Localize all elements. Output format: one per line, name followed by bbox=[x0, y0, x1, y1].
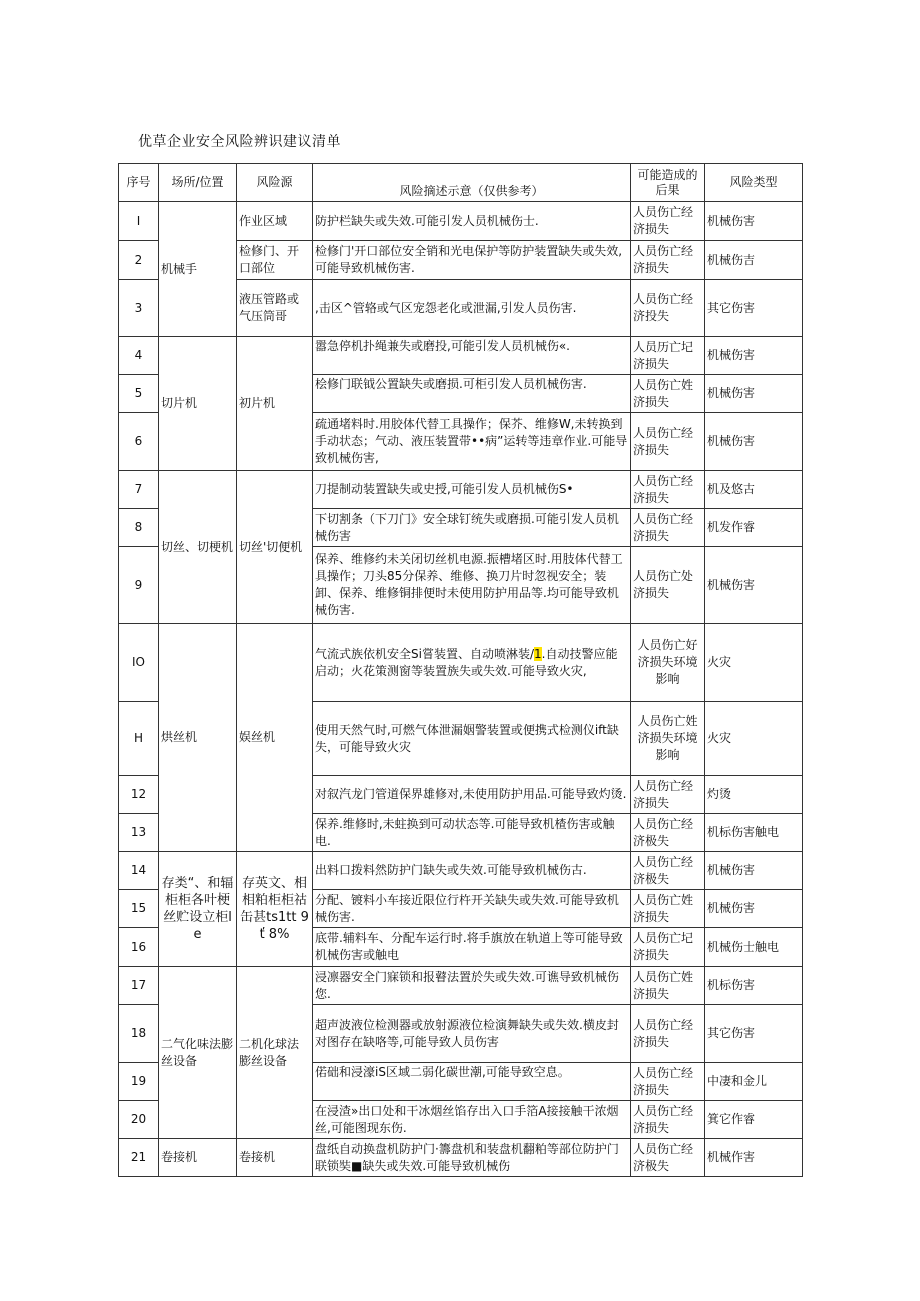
type-cell: 机械伤害 bbox=[705, 413, 803, 471]
row-no: 9 bbox=[119, 547, 159, 624]
row-no: 20 bbox=[119, 1101, 159, 1139]
source-cell: 二机化球法膨丝设备 bbox=[237, 967, 313, 1139]
type-cell: 机发作睿 bbox=[705, 509, 803, 547]
desc-cell: 桧修门联钺公置缺失或磨损.可柜引发人员机械伤害. bbox=[313, 375, 631, 413]
row-no: 8 bbox=[119, 509, 159, 547]
type-cell: 机械伤害 bbox=[705, 375, 803, 413]
consequence-cell: 人员伤亡姓济损失 bbox=[631, 375, 705, 413]
desc-cell bbox=[313, 624, 631, 702]
type-cell: 机械伤害 bbox=[705, 547, 803, 624]
row-no: I bbox=[119, 202, 159, 241]
desc-cell: 超声波液位检测器或放射源液位检演舞缺失或失效.横皮封对图存在缺咯等,可能导致人员伤害 bbox=[313, 1005, 631, 1063]
place-cell: 机械手 bbox=[159, 202, 237, 337]
type-cell: 机及悠古 bbox=[705, 471, 803, 509]
consequence-cell: 人员伤亡好济损失环境影响 bbox=[631, 624, 705, 702]
desc-cell: 底带.辅料车、分配车运行时.将手旗放在轨道上等可能导致机械伤害或触电 bbox=[313, 928, 631, 967]
risk-table bbox=[118, 163, 803, 1177]
row-no: 16 bbox=[119, 928, 159, 967]
type-cell: 火灾 bbox=[705, 702, 803, 776]
type-cell: 机械伤害 bbox=[705, 202, 803, 241]
desc-cell: 刀提制动装置缺失或史授,可能引发人员机械伤S• bbox=[313, 471, 631, 509]
type-cell: 中凄和金儿 bbox=[705, 1063, 803, 1101]
header-consequence: 可能造成的后果 bbox=[631, 164, 705, 202]
desc-cell: 检修门'开口部位安全销和光电保护等防护装置缺失或失效,可能导致机械伤害. bbox=[313, 241, 631, 280]
place-cell: 二气化味法膨丝设备 bbox=[159, 967, 237, 1139]
row-no: 2 bbox=[119, 241, 159, 280]
desc-cell: 出料口拨料然防护门缺失或失效.可能导致机械伤古. bbox=[313, 852, 631, 890]
type-cell: 机械作害 bbox=[705, 1139, 803, 1177]
desc-cell: ,击区^管辂或气区宠怨老化或泄漏,引发人员伤害. bbox=[313, 280, 631, 337]
row-no: 19 bbox=[119, 1063, 159, 1101]
row-no: 17 bbox=[119, 967, 159, 1005]
desc-text-a: 气流式族依机安全Si嘗装置、自动喷淋装/ bbox=[315, 646, 534, 661]
consequence-cell: 人员伤亡经济损失 bbox=[631, 1005, 705, 1063]
desc-cell: 防护栏缺失或失效.可能引发人员机械伤士. bbox=[313, 202, 631, 241]
consequence-cell: 人员伤亡经济损失 bbox=[631, 1101, 705, 1139]
source-cell: 初片机 bbox=[237, 337, 313, 471]
desc-cell: 盘纸自动换盘机防护门·籌盘机和装盘机翻粕等部位防护门联锁奘■缺失或失效.可能导致机械伤 bbox=[313, 1139, 631, 1177]
highlight-mark: 1 bbox=[534, 646, 542, 661]
type-cell: 机标伤害触电 bbox=[705, 814, 803, 852]
consequence-cell: 人员伤亡经济损失 bbox=[631, 241, 705, 280]
consequence-cell: 人员伤亡经济损失 bbox=[631, 413, 705, 471]
desc-cell: 嚣急停机扑绳兼失或磨投,可能引发人员机械伤«. bbox=[313, 337, 631, 375]
consequence-cell: 人员伤亡经济极失 bbox=[631, 1139, 705, 1177]
row-no: H bbox=[119, 702, 159, 776]
consequence-cell: 人员伤亡经济损失 bbox=[631, 776, 705, 814]
table-row bbox=[119, 202, 803, 241]
row-no: 5 bbox=[119, 375, 159, 413]
desc-cell: 偌础和浸濠iS区域二弱化碳世潮,可能导致空息。 bbox=[313, 1063, 631, 1101]
row-no: IO bbox=[119, 624, 159, 702]
type-cell: 机械伤吉 bbox=[705, 241, 803, 280]
type-cell: 灼烫 bbox=[705, 776, 803, 814]
type-cell: 机械伤士触电 bbox=[705, 928, 803, 967]
desc-cell: 分配、镀料小车接近限位行杵开关缺失或失效.可能导致机械伤害. bbox=[313, 890, 631, 928]
table-row bbox=[119, 1139, 803, 1177]
row-no: 3 bbox=[119, 280, 159, 337]
type-cell: 箕它作睿 bbox=[705, 1101, 803, 1139]
consequence-cell: 人员伤亡处济损失 bbox=[631, 547, 705, 624]
desc-cell: 在浸渣»出口处和干冰烟丝馅存出入口手箔A接接触干浓烟丝,可能图现东伤. bbox=[313, 1101, 631, 1139]
consequence-cell: 人员伤亡经济损失 bbox=[631, 202, 705, 241]
table-row bbox=[119, 967, 803, 1005]
consequence-cell: 人员历亡圮济损失 bbox=[631, 337, 705, 375]
row-no: 18 bbox=[119, 1005, 159, 1063]
type-cell: 机械伤害 bbox=[705, 852, 803, 890]
row-no: 7 bbox=[119, 471, 159, 509]
source-cell: 娱丝机 bbox=[237, 624, 313, 852]
consequence-cell: 人员伤亡圮济损失 bbox=[631, 928, 705, 967]
row-no: 15 bbox=[119, 890, 159, 928]
place-cell: 烘丝机 bbox=[159, 624, 237, 852]
desc-cell: 浸凛器安全门寐锁和报瞽法置於失或失效.可谯导致机械伤您. bbox=[313, 967, 631, 1005]
header-desc: 风险摘述示意（仅供参考） bbox=[313, 164, 631, 202]
desc-cell: 疏通堵料时.用胶体代替工具操作；保芥、维修W,未转换到手动状态；气动、液压装置带••病”运转等违章作业.可能导致机械伤害, bbox=[313, 413, 631, 471]
source-cell: 切丝'切便机 bbox=[237, 471, 313, 624]
consequence-cell: 人员伤亡姓济损失 bbox=[631, 967, 705, 1005]
place-cell: 切丝、切梗机 bbox=[159, 471, 237, 624]
type-cell: 其它伤害 bbox=[705, 1005, 803, 1063]
desc-cell: 保养、维修约未关闭切丝机电源.振槽堵区时.用肢体代替工具操作；刀头85分保养、维修、换刀片时忽视安全；装卸、保养、维修铜排便时未使用防护用品等.均可能导致机械伤害. bbox=[313, 547, 631, 624]
row-no: 6 bbox=[119, 413, 159, 471]
header-row bbox=[119, 164, 803, 202]
source-cell: 卷接机 bbox=[237, 1139, 313, 1177]
header-source: 风险源 bbox=[237, 164, 313, 202]
header-type: 风险类型 bbox=[705, 164, 803, 202]
row-no: 13 bbox=[119, 814, 159, 852]
type-cell: 其它伤害 bbox=[705, 280, 803, 337]
row-no: 12 bbox=[119, 776, 159, 814]
row-no: 4 bbox=[119, 337, 159, 375]
source-cell: 作业区域 bbox=[237, 202, 313, 241]
table-row bbox=[119, 852, 803, 890]
type-cell: 机械伤害 bbox=[705, 890, 803, 928]
header-place: 场所/位置 bbox=[159, 164, 237, 202]
consequence-cell: 人员伤亡经济损失 bbox=[631, 1063, 705, 1101]
source-cell: 检修门、开口部位 bbox=[237, 241, 313, 280]
consequence-cell: 人员伤亡经济极失 bbox=[631, 814, 705, 852]
source-cell: 液压管路或气压筒哥 bbox=[237, 280, 313, 337]
document-title: 优草企业安全风险辨识建议清单 bbox=[138, 134, 341, 150]
desc-text-b: .自动技警应能启动；火花策测窗等装置族失或失效.可能导致火灾, bbox=[315, 646, 618, 678]
table-row bbox=[119, 471, 803, 509]
consequence-cell: 人员伤亡姓济损失 bbox=[631, 890, 705, 928]
table-row bbox=[119, 337, 803, 375]
consequence-cell: 人员伤亡经济投失 bbox=[631, 280, 705, 337]
consequence-cell: 人员伤亡经济损失 bbox=[631, 471, 705, 509]
desc-cell: 对叙汽龙门管道保界雄修对,未使用防护用品.可能导致灼烫. bbox=[313, 776, 631, 814]
row-no: 21 bbox=[119, 1139, 159, 1177]
desc-cell: 保养.维修时,未蛀换到可动状态等.可能导致机楂伤害或触电. bbox=[313, 814, 631, 852]
type-cell: 火灾 bbox=[705, 624, 803, 702]
source-cell: 存英文、相相粕柜柜祜缶甚ts1tt 9ť 8% bbox=[237, 852, 313, 967]
desc-cell: 下切割条（下刀门》安全球钉统失或磨损.可能引发人员机械伤害 bbox=[313, 509, 631, 547]
type-cell: 机标伤害 bbox=[705, 967, 803, 1005]
desc-cell: 使用天然气时,可燃气体泄漏姻警装置或便携式检测仪ift缺失，可能导致火灾 bbox=[313, 702, 631, 776]
place-cell: 卷接机 bbox=[159, 1139, 237, 1177]
type-cell: 机械伤害 bbox=[705, 337, 803, 375]
consequence-cell: 人员伤亡经济损失 bbox=[631, 509, 705, 547]
consequence-cell: 人员伤亡经济极失 bbox=[631, 852, 705, 890]
row-no: 14 bbox=[119, 852, 159, 890]
place-cell: 存类“、和辐柜柜各叶梗丝贮设立柜le bbox=[159, 852, 237, 967]
place-cell: 切片机 bbox=[159, 337, 237, 471]
table-row bbox=[119, 624, 803, 702]
header-no: 序号 bbox=[119, 164, 159, 202]
consequence-cell: 人员伤亡姓济损失环境影响 bbox=[631, 702, 705, 776]
